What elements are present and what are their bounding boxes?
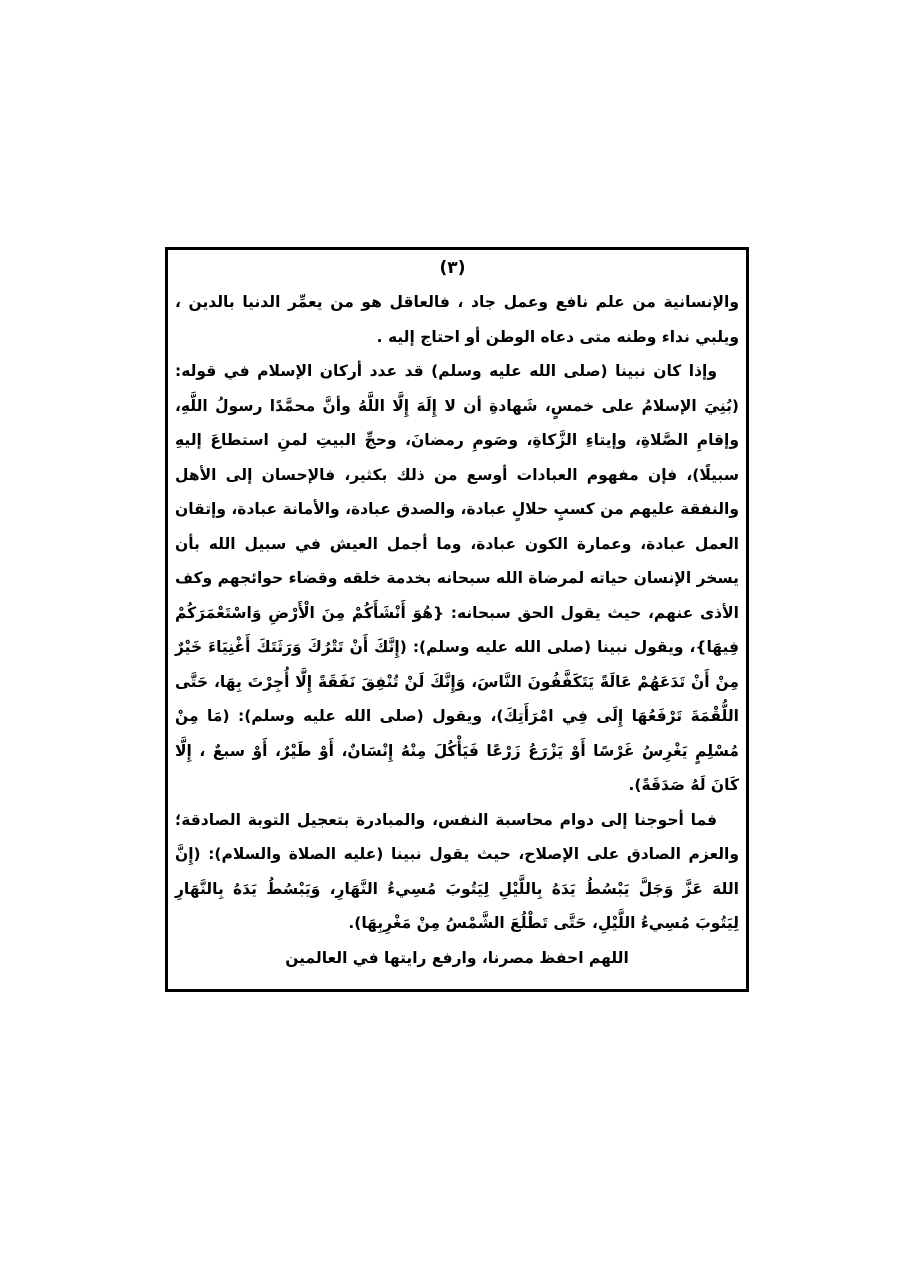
- page-number: (٣): [439, 258, 466, 278]
- paragraph-2: وإذا كان نبينا (صلى الله عليه وسلم) قد عدد أركان الإسلام في قوله: (بُنِيَ الإسلامُ على خمسٍ، شَهادةِ أن لا إِلَهَ إِلَّا اللَّهُ وأنَّ محمَّدًا رسولُ اللَّهِ، وإقامِ الصَّلاةِ، وإيتاءِ الزَّكاةِ، وصَومِ رمضانَ، وحجِّ البيتِ لمنِ استطاعَ إليهِ سبيلًا)، فإن مفهوم العبادات أوسع من ذلك بكثير، فالإحسان إلى الأهل والنفقة عليهم من كسبٍ حلالٍ عبادة، والصدق عبادة، والأمانة عبادة، وإتقان العمل عبادة، وعمارة الكون عبادة، وما أجمل العيش في سبيل الله بأن يسخر الإنسان حياته لمرضاة الله سبحانه بخدمة خلقه وقضاء حوائجهم وكف الأذى عنهم، حيث يقول الحق سبحانه: {هُوَ أَنْشَأَكُمْ مِنَ الْأَرْضِ وَاسْتَعْمَرَكُمْ فِيهَا}، ويقول نبينا (صلى الله عليه وسلم): (إِنَّكَ أَنْ تَتْرُكَ وَرَثَتَكَ أَغْنِيَاءَ خَيْرٌ مِنْ أَنْ تَدَعَهُمْ عَالَةً يَتَكَفَّفُونَ النَّاسَ، وَإِنَّكَ لَنْ تُنْفِقَ نَفَقَةً إِلَّا أُجِرْتَ بِهَا، حَتَّى اللُّقْمَةَ تَرْفَعُهَا إِلَى فِي امْرَأَتِكَ)، ويقول (صلى الله عليه وسلم): (مَا مِنْ مُسْلِمٍ يَغْرِسُ غَرْسًا أَوْ يَزْرَعُ زَرْعًا فَيَأْكُلَ مِنْهُ إِنْسَانٌ، أَوْ طَيْرٌ، أَوْ سبعٌ ، إِلَّا كَانَ لَهُ صَدَقَةً).: [175, 362, 739, 794]
- closing-prayer: اللهم احفظ مصرنا، وارفع رايتها في العالمين: [285, 948, 629, 967]
- body-text: [175, 285, 739, 975]
- paragraph-3: فما أحوجنا إلى دوام محاسبة النفس، والمبادرة بتعجيل التوبة الصادقة؛ والعزم الصادق على الإصلاح، حيث يقول نبينا (عليه الصلاة والسلام): (إِنَّ اللهَ عَزَّ وَجَلَّ يَبْسُطُ يَدَهُ بِاللَّيْلِ لِيَتُوبَ مُسِيءُ النَّهَارِ، وَيَبْسُطُ يَدَهُ بِالنَّهَارِ لِيَتُوبَ مُسِيءُ اللَّيْلِ، حَتَّى تَطْلُعَ الشَّمْسُ مِنْ مَغْرِبِهَا).: [175, 810, 739, 932]
- paragraph-1: والإنسانية من علم نافع وعمل جاد ، فالعاقل هو من يعمِّر الدنيا بالدين ، ويلبي نداء وطنه متى دعاه الوطن أو احتاج إليه .: [175, 293, 739, 346]
